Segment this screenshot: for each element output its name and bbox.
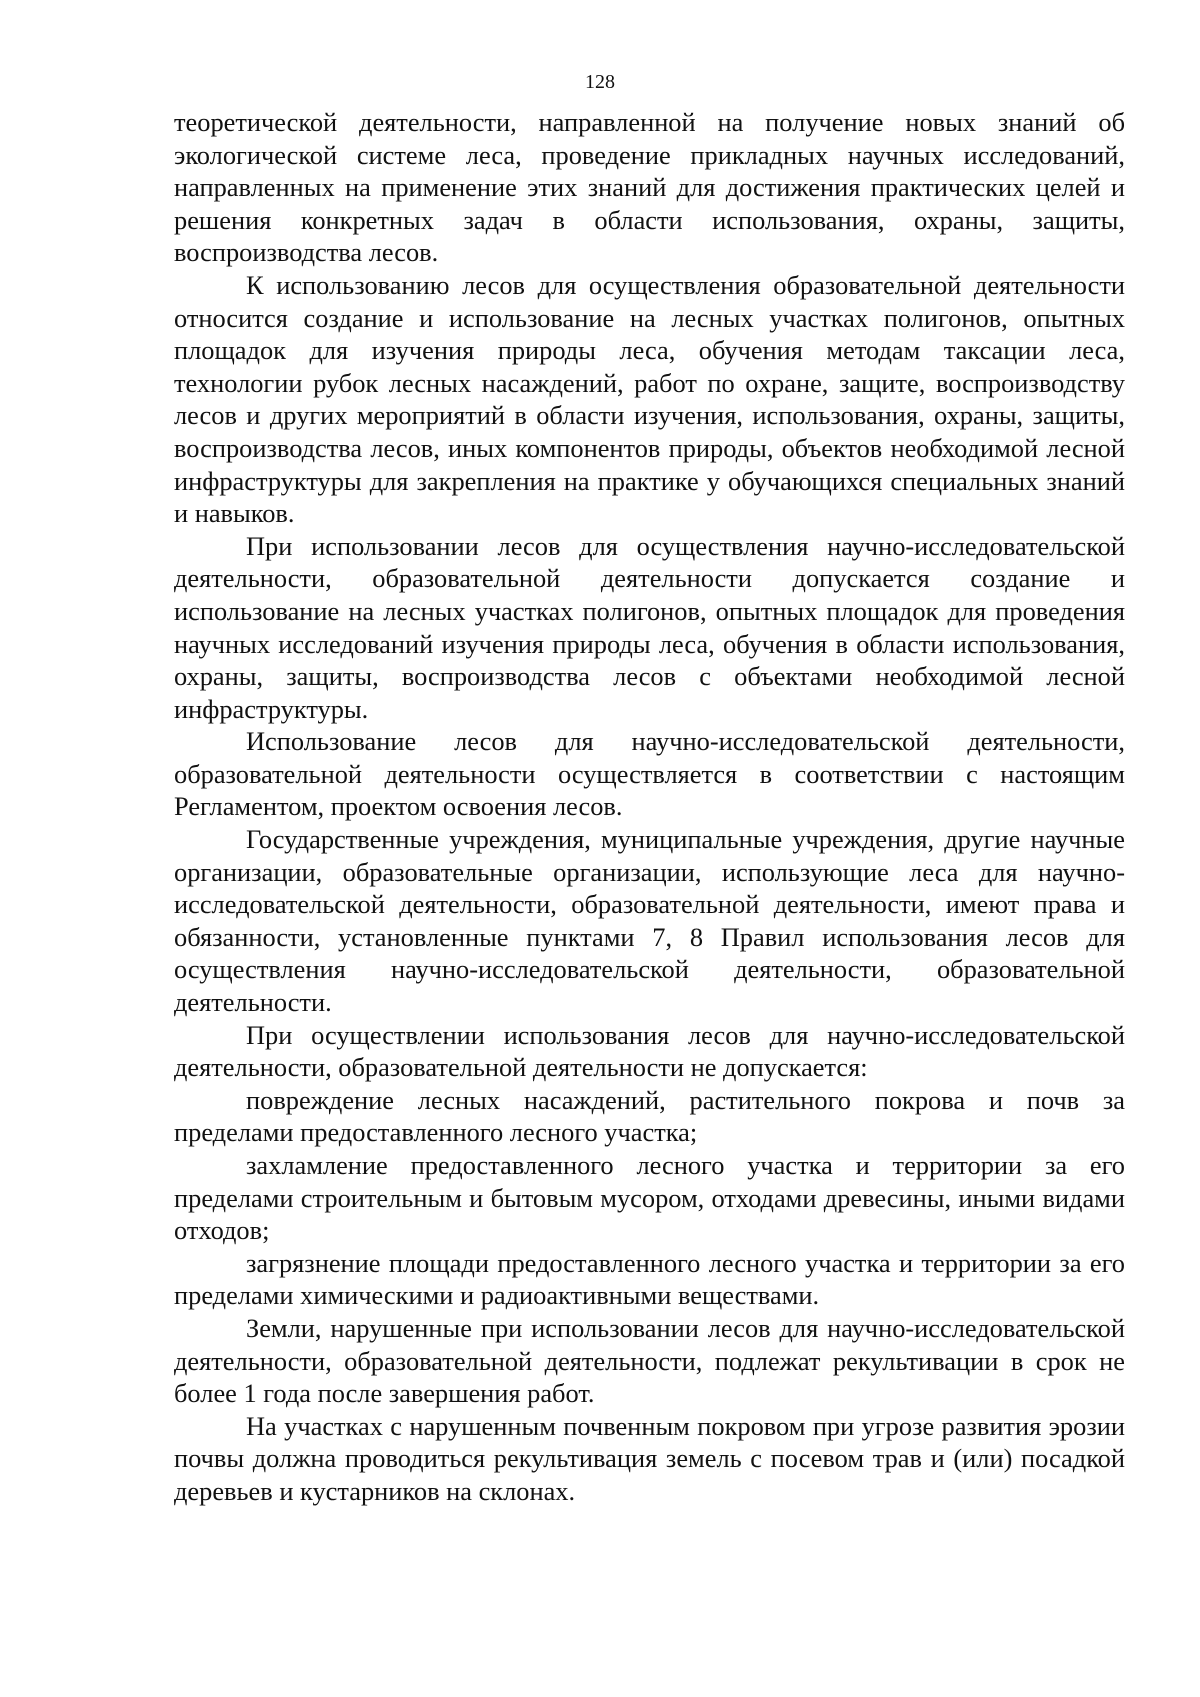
paragraph-regulation-compliance: Использование лесов для научно-исследовательской деятельности, образовательной деятельности осуществляется в соответствии с настоящим Регламентом, проектом освоения лесов. xyxy=(174,726,1125,822)
paragraph-continuation: теоретической деятельности, направленной на получение новых знаний об экологической системе леса, проведение прикладных научных исследований, направленных на применение этих знаний для достижения практических целей и решения конкретных задач в области использования, охраны, защиты, воспроизводства лесов. xyxy=(174,107,1125,268)
list-item-littering: захламление предоставленного лесного участка и территории за его пределами строительным и бытовым мусором, отходами древесины, иными видами отходов; xyxy=(174,1150,1125,1246)
list-item-pollution: загрязнение площади предоставленного лесного участка и территории за его пределами химическими и радиоактивными веществами. xyxy=(174,1247,1125,1311)
paragraph-prohibitions-intro: При осуществлении использования лесов для научно-исследовательской деятельности, образовательной деятельности не допускается: xyxy=(174,1019,1125,1083)
paragraph-rights-obligations: Государственные учреждения, муниципальные учреждения, другие научные организации, образовательные организации, использующие леса для научно-исследовательской деятельности, образовательной деятельности, имеют права и обязанности, установленные пунктами 7, 8 Правил использования лесов для осуществления научно-исследовательской деятельности, образовательной деятельности. xyxy=(174,824,1125,1018)
paragraph-reclamation: Земли, нарушенные при использовании лесов для научно-исследовательской деятельности, образовательной деятельности, подлежат рекультивации в срок не более 1 года после завершения работ. xyxy=(174,1312,1125,1409)
page-number: 128 xyxy=(585,71,615,93)
paragraph-educational-use: К использованию лесов для осуществления образовательной деятельности относится создание и использование на лесных участках полигонов, опытных площадок для изучения природы леса, обучения методам таксации леса, технологии рубок лесных насаждений, работ по охране, защите, воспроизводству лесов и других мероприятий в области изучения, использования, охраны, защиты, воспроизводства лесов, иных компонентов природы, объектов необходимой лесной инфраструктуры для закрепления на практике у обучающихся специальных знаний и навыков. xyxy=(174,269,1125,529)
paragraph-erosion: На участках с нарушенным почвенным покровом при угрозе развития эрозии почвы должна проводиться рекультивация земель с посевом трав и (или) посадкой деревьев и кустарников на склонах. xyxy=(174,1410,1125,1506)
paragraph-polygons-creation: При использовании лесов для осуществления научно-исследовательской деятельности, образовательной деятельности допускается создание и использование на лесных участках полигонов, опытных площадок для проведения научных исследований изучения природы леса, обучения в области использования, охраны, защиты, воспроизводства лесов с объектами необходимой лесной инфраструктуры. xyxy=(174,530,1125,724)
list-item-damage: повреждение лесных насаждений, растительного покрова и почв за пределами предоставленного лесного участка; xyxy=(174,1084,1125,1148)
document-body xyxy=(174,106,1125,1508)
